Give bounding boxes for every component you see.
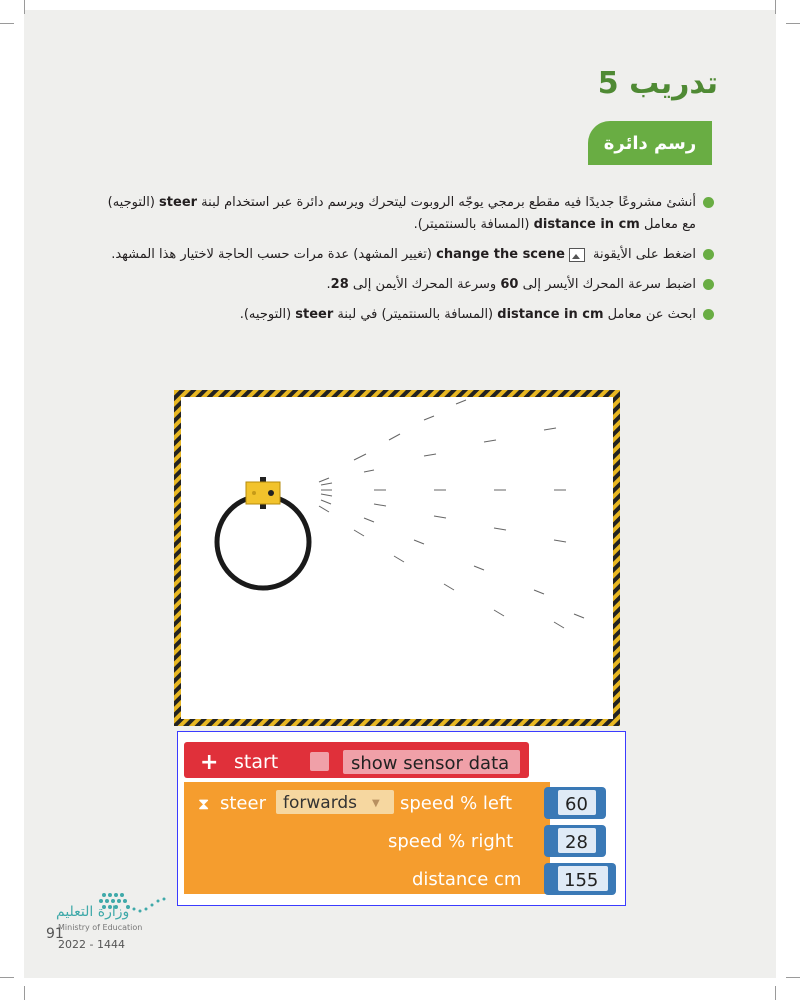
speed-left-label: speed % left [400,793,513,814]
section-tab-label: رسم دائرة [603,132,697,154]
direction-value: forwards [283,793,358,813]
crop-mark [24,0,25,14]
ministry-name-ar: وزارة التعليم [56,904,130,920]
bullet-icon [703,197,714,208]
section-tab [588,121,712,165]
crop-mark [786,23,800,24]
distance-label: distance cm [412,869,522,890]
block-canvas [178,732,625,905]
speed-right-label: speed % right [388,831,514,852]
steer-label: steer [220,793,266,814]
list-item: ابحث عن معامل distance in cm (المسافة بالسنتميتر) في لبنة steer (التوجيه). [104,304,714,326]
page-title: تدريب 5 [597,66,718,101]
year-label: 2022 - 1444 [58,938,125,951]
ministry-name-en: Ministry of Education [58,923,143,932]
crop-mark [775,0,776,14]
crop-mark [0,977,14,978]
bullet-icon [703,309,714,320]
list-item: اضغط على الأيقونة change the scene (تغيير المشهد) عدة مرات حسب الحاجة لاختيار هذا المشهد. [104,244,714,266]
sensor-checkbox [310,752,329,771]
start-label: start [234,751,279,773]
crop-mark [24,986,25,1000]
plus-icon: + [200,750,219,775]
image-icon [569,248,585,262]
instruction-list [104,192,714,334]
speed-left-value: 60 [565,794,588,815]
chevron-down-icon: ▼ [372,798,380,809]
crop-mark [0,23,14,24]
robot-icon [246,477,280,509]
hourglass-icon: ⧗ [198,794,210,813]
distance-value: 155 [564,870,599,891]
list-item: أنشئ مشروعًا جديدًا فيه مقطع برمجي يوجّه الروبوت ليتحرك ويرسم دائرة عبر استخدام لبنة steer (التوجيه) مع معامل distance in cm (المسافة بالسنتميتر). [104,192,714,236]
list-item: اضبط سرعة المحرك الأيسر إلى 60 وسرعة المحرك الأيمن إلى 28. [104,274,714,296]
page-number: 91 [46,926,64,942]
crop-mark [786,977,800,978]
speed-right-value: 28 [565,832,588,853]
robot-scene [174,390,620,726]
bullet-icon [703,279,714,290]
show-sensor-label: show sensor data [351,753,510,774]
bullet-icon [703,249,714,260]
code-blocks[interactable] [177,731,626,906]
crop-mark [775,986,776,1000]
